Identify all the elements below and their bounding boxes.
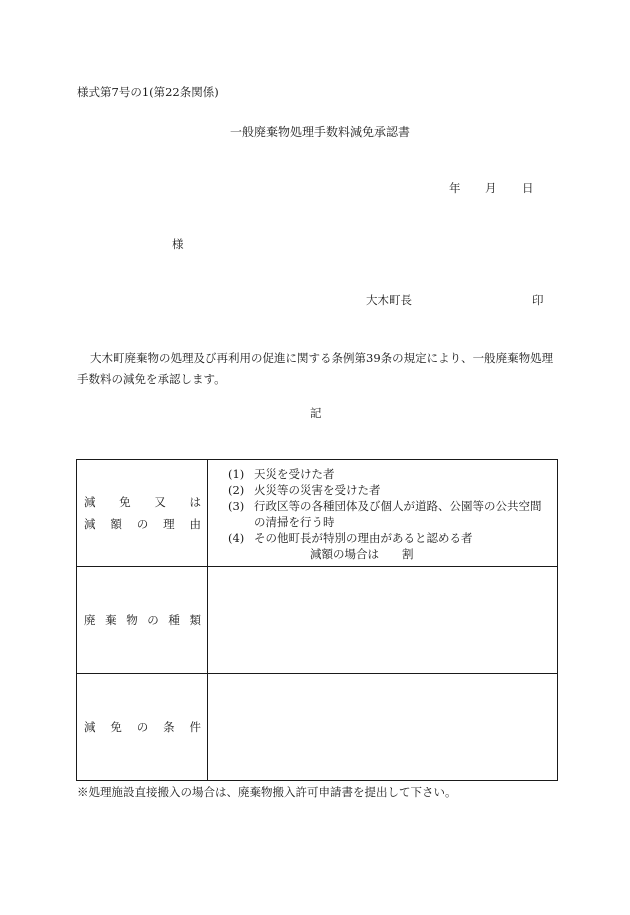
reason-label-char: 理 — [163, 517, 175, 531]
reason-text: 行政区等の各種団体及び個人が道路、公園等の公共空間 — [254, 499, 542, 513]
reduction-note: 減額の場合は 割 — [310, 547, 414, 561]
reason-label-cell — [77, 460, 208, 567]
waste-type-label-char: 棄 — [105, 613, 117, 627]
reason-label-char: は — [189, 495, 201, 509]
conditions-content-cell — [208, 674, 558, 781]
conditions-label-char: 減 — [84, 720, 96, 734]
reason-item — [228, 530, 557, 546]
date-day: 日 — [522, 181, 534, 195]
reason-text: 火災等の災害を受けた者 — [254, 483, 381, 497]
reason-label-char: 由 — [189, 517, 201, 531]
waste-type-label-cell — [77, 567, 208, 674]
reason-number: (4) — [228, 531, 245, 545]
reason-label-line1 — [77, 494, 207, 510]
reason-row — [77, 460, 558, 567]
reason-item — [228, 482, 557, 498]
date-year: 年 — [449, 181, 461, 195]
waste-type-label-char: の — [147, 613, 159, 627]
recipient-suffix: 様 — [172, 237, 184, 251]
reason-label-char: 又 — [154, 495, 166, 509]
waste-type-row — [77, 567, 558, 674]
form-code: 様式第7号の1(第22条関係) — [77, 85, 219, 99]
waste-type-label-char: 物 — [126, 613, 138, 627]
reason-list — [208, 460, 557, 562]
waste-type-label — [77, 612, 207, 628]
body-text: 大木町廃棄物の処理及び再利用の促進に関する条例第39条の規定により、一般廃棄物処理手数料の減免を承認します。 — [77, 351, 554, 386]
waste-type-content-cell — [208, 567, 558, 674]
conditions-label-cell — [77, 674, 208, 781]
reason-text: 天災を受けた者 — [254, 467, 335, 481]
issuer-name: 大木町長 — [366, 293, 412, 307]
document-title: 一般廃棄物処理手数料減免承認書 — [230, 125, 411, 139]
reason-continuation: の清掃を行う時 — [254, 515, 335, 529]
reason-label-char: 減 — [84, 517, 96, 531]
waste-type-label-char: 種 — [168, 613, 180, 627]
footnote: ※処理施設直接搬入の場合は、廃棄物搬入許可申請書を提出して下さい。 — [77, 785, 457, 799]
reason-number: (1) — [228, 467, 245, 481]
conditions-label-char: の — [136, 720, 149, 734]
detail-table — [76, 459, 558, 781]
reason-item — [228, 466, 557, 482]
seal-mark: 印 — [532, 293, 544, 307]
reason-label-char: 減 — [84, 495, 96, 509]
ki-heading: 記 — [310, 406, 322, 420]
conditions-label — [77, 719, 207, 735]
reason-label-char: の — [136, 517, 149, 531]
reason-content-cell — [208, 460, 558, 567]
waste-type-label-char: 廃 — [84, 613, 96, 627]
conditions-label-char: 条 — [163, 720, 175, 734]
date-month: 月 — [485, 181, 497, 195]
reason-number: (3) — [228, 499, 245, 513]
conditions-label-char: 件 — [189, 720, 201, 734]
date-line — [449, 180, 534, 196]
conditions-label-char: 免 — [110, 720, 122, 734]
conditions-row — [77, 674, 558, 781]
waste-type-label-char: 類 — [189, 613, 201, 627]
reason-label-char: 額 — [110, 517, 122, 531]
reason-text: その他町長が特別の理由があると認める者 — [254, 531, 473, 545]
reason-label-line2 — [77, 516, 207, 532]
reason-number: (2) — [228, 483, 245, 497]
reason-item — [228, 498, 557, 514]
reason-label-char: 免 — [119, 495, 131, 509]
